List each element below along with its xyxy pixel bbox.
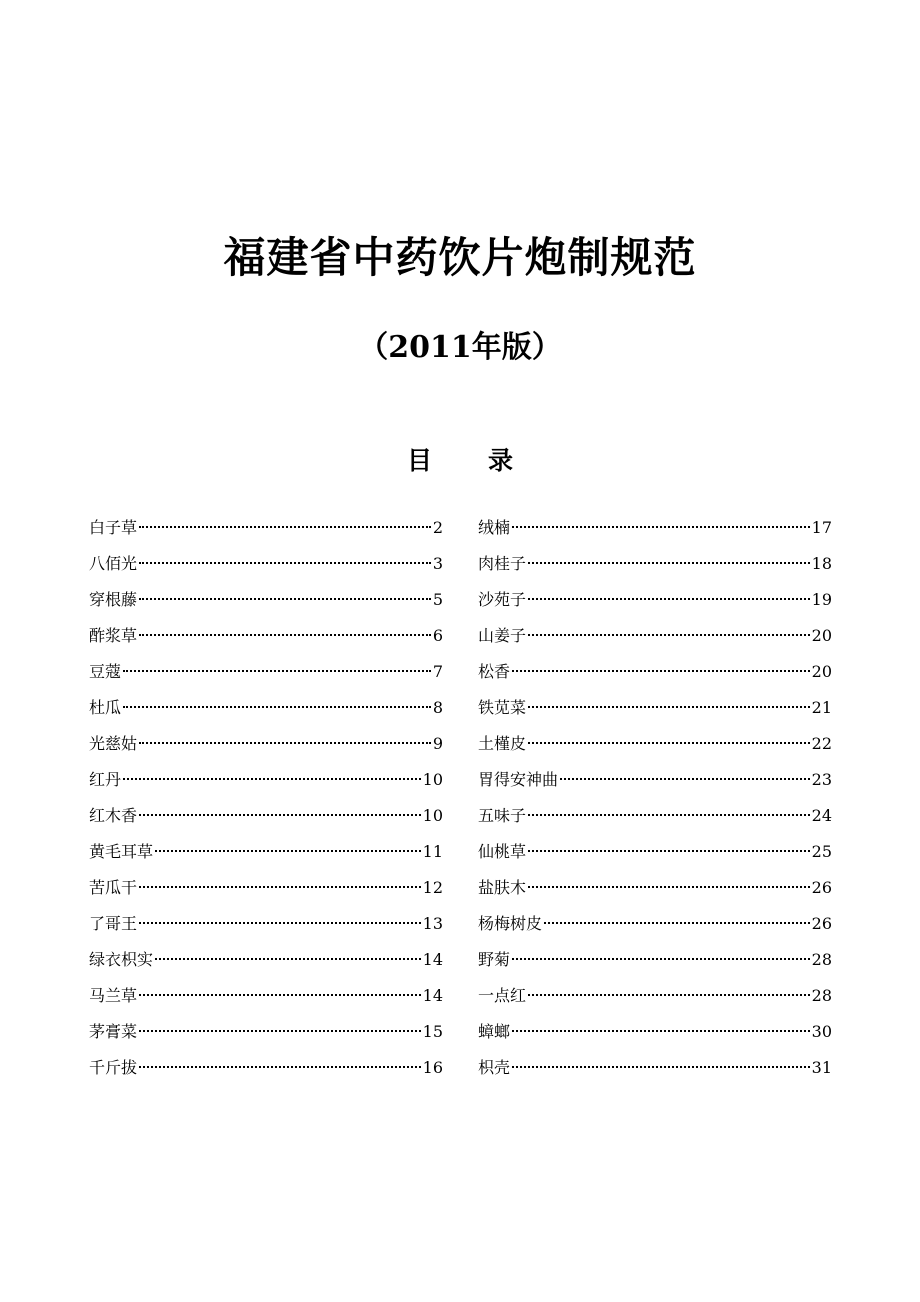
toc-entry[interactable] xyxy=(478,510,832,546)
toc-dot-leader xyxy=(139,994,421,996)
toc-entry-page: 28 xyxy=(811,950,832,969)
toc-entry-page: 14 xyxy=(422,950,443,969)
toc-dot-leader xyxy=(512,958,810,960)
toc-dot-leader xyxy=(155,850,421,852)
document-title: 福建省中药饮片炮制规范 xyxy=(223,233,697,282)
toc-entry-page: 6 xyxy=(432,626,443,645)
toc-dot-leader xyxy=(544,922,810,924)
toc-dot-leader xyxy=(139,742,431,744)
toc-entry-page: 15 xyxy=(422,1022,443,1041)
toc-heading-part: 录 xyxy=(488,446,514,475)
toc-dot-leader xyxy=(560,778,810,780)
toc-entry-name: 了哥王 xyxy=(89,914,138,933)
toc-dot-leader xyxy=(528,634,810,636)
toc-dot-leader xyxy=(528,562,810,564)
toc-dot-leader xyxy=(139,922,421,924)
toc-dot-leader xyxy=(528,706,810,708)
toc-entry[interactable] xyxy=(478,870,832,906)
toc-entry-page: 30 xyxy=(811,1022,832,1041)
toc-entry[interactable] xyxy=(89,510,443,546)
toc-dot-leader xyxy=(139,598,431,600)
toc-entry-name: 铁苋菜 xyxy=(478,698,527,717)
toc-entry-page: 7 xyxy=(432,662,443,681)
toc-entry-page: 9 xyxy=(432,734,443,753)
toc-entry-page: 31 xyxy=(811,1058,832,1077)
toc-dot-leader xyxy=(139,562,431,564)
toc-entry-name: 盐肤木 xyxy=(478,878,527,897)
toc-entry-name: 杨梅树皮 xyxy=(478,914,543,933)
toc-entry-page: 17 xyxy=(811,518,832,537)
toc-entry-name: 豆蔻 xyxy=(89,662,122,681)
toc-entry-name: 茅膏菜 xyxy=(89,1022,138,1041)
toc-entry-page: 19 xyxy=(811,590,832,609)
toc-entry-page: 2 xyxy=(432,518,443,537)
toc-dot-leader xyxy=(512,526,810,528)
toc-entry-name: 蟑螂 xyxy=(478,1022,511,1041)
toc-entry-name: 野菊 xyxy=(478,950,511,969)
toc-dot-leader xyxy=(139,1066,421,1068)
toc-entry[interactable] xyxy=(478,690,832,726)
toc-dot-leader xyxy=(512,1030,810,1032)
toc-entry[interactable] xyxy=(89,942,443,978)
toc-entry[interactable] xyxy=(478,726,832,762)
toc-entry-page: 11 xyxy=(422,842,443,861)
toc-entry-page: 10 xyxy=(422,806,443,825)
toc-entry[interactable] xyxy=(478,1050,832,1086)
toc-entry-page: 10 xyxy=(422,770,443,789)
toc-entry[interactable] xyxy=(89,654,443,690)
toc-dot-leader xyxy=(512,1066,810,1068)
toc-entry-page: 3 xyxy=(432,554,443,573)
toc-entry[interactable] xyxy=(89,762,443,798)
toc-entry-page: 18 xyxy=(811,554,832,573)
toc-entry[interactable] xyxy=(478,762,832,798)
toc-entry-page: 26 xyxy=(811,914,832,933)
toc-entry[interactable] xyxy=(478,798,832,834)
toc-dot-leader xyxy=(528,994,810,996)
toc-entry-name: 胃得安神曲 xyxy=(478,770,559,789)
toc-entry[interactable] xyxy=(478,978,832,1014)
toc-dot-leader xyxy=(528,850,810,852)
toc-dot-leader xyxy=(528,598,810,600)
toc-entry[interactable] xyxy=(478,906,832,942)
toc-entry-name: 绿衣枳实 xyxy=(89,950,154,969)
toc-entry-name: 杜瓜 xyxy=(89,698,122,717)
toc-entry-page: 14 xyxy=(422,986,443,1005)
toc-entry[interactable] xyxy=(89,1014,443,1050)
toc-dot-leader xyxy=(139,634,431,636)
toc-entry-page: 24 xyxy=(811,806,832,825)
toc-entry-name: 五味子 xyxy=(478,806,527,825)
toc-entry-page: 5 xyxy=(432,590,443,609)
toc-entry-name: 土槿皮 xyxy=(478,734,527,753)
toc-entry-name: 八佰光 xyxy=(89,554,138,573)
toc-entry-page: 20 xyxy=(811,626,832,645)
toc-entry[interactable] xyxy=(478,618,832,654)
toc-entry-page: 21 xyxy=(811,698,832,717)
toc-entry[interactable] xyxy=(89,690,443,726)
toc-entry-page: 8 xyxy=(432,698,443,717)
toc-entry-name: 红木香 xyxy=(89,806,138,825)
toc-entry-page: 28 xyxy=(811,986,832,1005)
toc-entry-name: 黄毛耳草 xyxy=(89,842,154,861)
toc-entry[interactable] xyxy=(89,978,443,1014)
toc-entry[interactable] xyxy=(89,546,443,582)
toc-dot-leader xyxy=(528,886,810,888)
toc-dot-leader xyxy=(528,814,810,816)
toc-entry[interactable] xyxy=(478,654,832,690)
toc-entry[interactable] xyxy=(478,546,832,582)
toc-entry[interactable] xyxy=(478,942,832,978)
toc-entry[interactable] xyxy=(478,1014,832,1050)
toc-entry-page: 13 xyxy=(422,914,443,933)
toc-entry-page: 25 xyxy=(811,842,832,861)
edition-label: （2011年版） xyxy=(358,330,562,365)
toc-entry[interactable] xyxy=(89,582,443,618)
toc-entry[interactable] xyxy=(89,726,443,762)
toc-dot-leader xyxy=(123,670,431,672)
toc-entry-page: 22 xyxy=(811,734,832,753)
toc-entry-page: 20 xyxy=(811,662,832,681)
toc-dot-leader xyxy=(528,742,810,744)
toc-dot-leader xyxy=(155,958,421,960)
toc-dot-leader xyxy=(123,706,431,708)
toc-entry-name: 山姜子 xyxy=(478,626,527,645)
toc-dot-leader xyxy=(512,670,810,672)
toc-entry-page: 23 xyxy=(811,770,832,789)
toc-entry-name: 穿根藤 xyxy=(89,590,138,609)
toc-entry[interactable] xyxy=(478,834,832,870)
toc-entry-page: 12 xyxy=(422,878,443,897)
toc-entry[interactable] xyxy=(89,1050,443,1086)
toc-entry-name: 红丹 xyxy=(89,770,122,789)
toc-entry[interactable] xyxy=(89,834,443,870)
toc-entry-name: 仙桃草 xyxy=(478,842,527,861)
toc-column-right xyxy=(478,510,832,1086)
toc-entry-page: 16 xyxy=(422,1058,443,1077)
toc-entry-name: 绒楠 xyxy=(478,518,511,537)
toc-entry-name: 肉桂子 xyxy=(478,554,527,573)
toc-entry[interactable] xyxy=(89,798,443,834)
toc-entry-name: 酢浆草 xyxy=(89,626,138,645)
toc-column-left xyxy=(89,510,443,1086)
toc-dot-leader xyxy=(139,1030,421,1032)
toc-heading xyxy=(0,444,920,478)
toc-entry-name: 一点红 xyxy=(478,986,527,1005)
toc-entry[interactable] xyxy=(89,870,443,906)
toc-dot-leader xyxy=(123,778,421,780)
toc-entry-name: 马兰草 xyxy=(89,986,138,1005)
toc-dot-leader xyxy=(139,814,421,816)
toc-entry-name: 沙苑子 xyxy=(478,590,527,609)
toc-entry-name: 枳壳 xyxy=(478,1058,511,1077)
toc-heading-part: 目 xyxy=(406,446,432,475)
toc-dot-leader xyxy=(139,886,421,888)
toc-entry[interactable] xyxy=(89,906,443,942)
toc-dot-leader xyxy=(139,526,431,528)
toc-entry-name: 千斤拔 xyxy=(89,1058,138,1077)
toc-entry[interactable] xyxy=(478,582,832,618)
toc-entry-name: 光慈姑 xyxy=(89,734,138,753)
toc-entry[interactable] xyxy=(89,618,443,654)
toc-entry-name: 苦瓜干 xyxy=(89,878,138,897)
toc-entry-page: 26 xyxy=(811,878,832,897)
toc-entry-name: 松香 xyxy=(478,662,511,681)
toc-entry-name: 白子草 xyxy=(89,518,138,537)
